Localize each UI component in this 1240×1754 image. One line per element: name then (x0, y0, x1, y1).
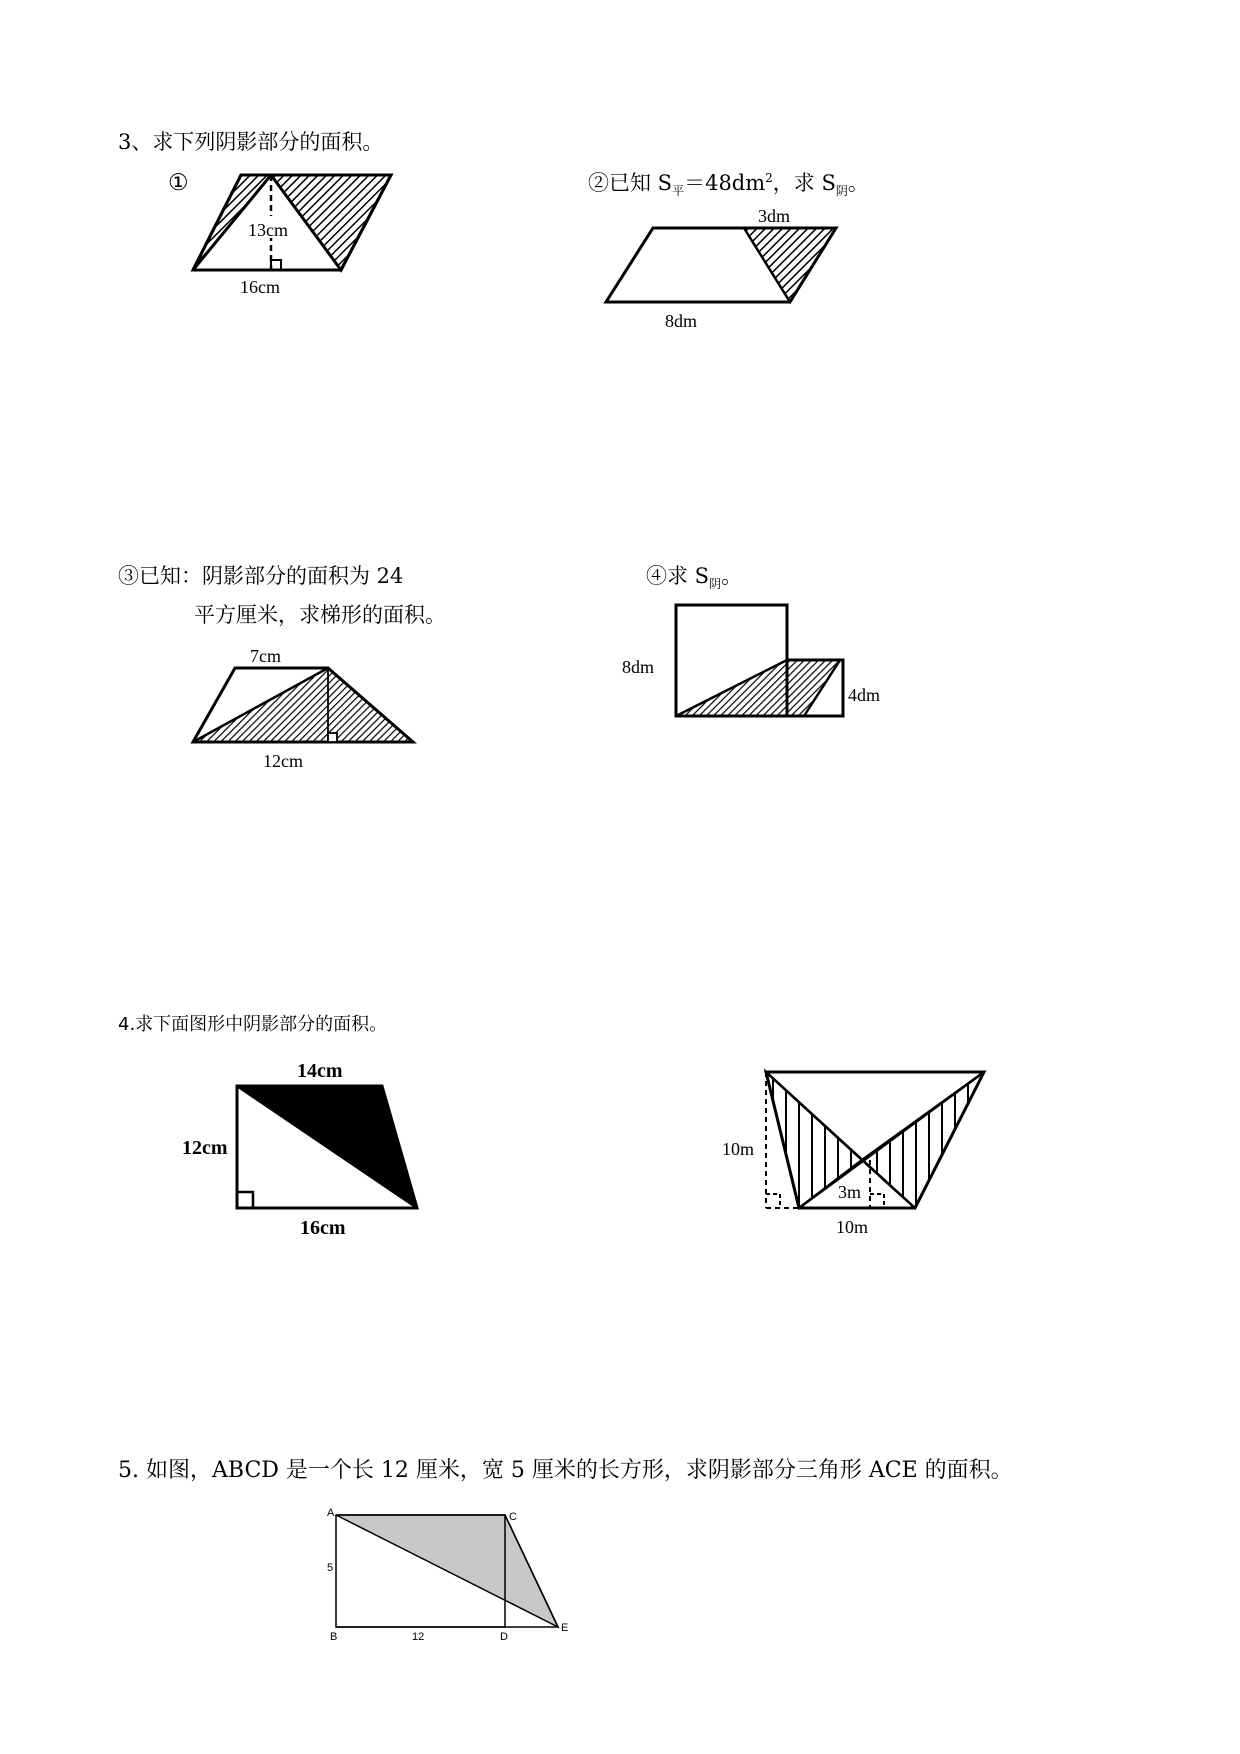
q3-p1-base-label: 16cm (240, 277, 280, 297)
q3-p2-eq: ＝48dm (684, 171, 766, 195)
q5-figure (320, 1505, 580, 1643)
q4-left-side-label: 12cm (182, 1137, 228, 1159)
q3-p2-text (588, 172, 869, 197)
q4-right-figure (720, 1060, 990, 1240)
q5-label-c: C (509, 1511, 517, 1523)
q3-p4-right-label: 4dm (848, 685, 881, 705)
q3-p2-shaded-triangle (744, 228, 836, 302)
q5-label-a: A (327, 1507, 335, 1519)
q3-p2-end: 。 (847, 171, 869, 195)
q3-p2-base-label: 8dm (665, 311, 698, 331)
q3-p2-mid: ，求 S (772, 171, 836, 195)
q3-p2-prefix: ②已知 S (588, 171, 673, 195)
q3-p4-end: 。 (721, 564, 743, 588)
q3-p2-figure (600, 205, 850, 335)
q4-right-side-label: 10m (722, 1139, 755, 1159)
q3-p4-prefix: ④求 S (646, 564, 710, 588)
q5-title: 5. 如图，ABCD 是一个长 12 厘米，宽 5 厘米的长方形，求阴影部分三角形 ACE 的面积。 (118, 1458, 1013, 1483)
q4-right-base-label: 10m (836, 1217, 869, 1237)
q4-title: 4.求下面图形中阴影部分的面积。 (118, 1014, 388, 1035)
q5-label-width: 5 (327, 1562, 334, 1574)
q4-right-shaded-right (862, 1072, 984, 1208)
q4-right-inner-label: 3m (838, 1182, 862, 1202)
q5-label-b: B (330, 1631, 338, 1643)
q3-p1-figure (180, 165, 410, 305)
q3-p4-left-label: 8dm (622, 657, 655, 677)
q3-p3-base-label: 12cm (263, 751, 303, 771)
q3-p3-line2: 平方厘米，求梯形的面积。 (194, 603, 446, 627)
q3-p3-figure (180, 640, 430, 780)
q3-title: 3、求下列阴影部分的面积。 (118, 130, 384, 154)
q3-p4-shaded-strip (676, 660, 840, 716)
q3-p3-top-label: 7cm (250, 646, 281, 666)
q3-p2-sub-yin: 阴 (835, 184, 848, 199)
q3-p1-marker: ① (168, 170, 189, 196)
q3-p3-line1: ③已知：阴影部分的面积为 24 (118, 564, 404, 588)
q3-p2-top-label: 3dm (758, 206, 791, 226)
q4-left-top-label: 14cm (297, 1060, 343, 1082)
q3-p2-sub-ping: 平 (672, 184, 685, 199)
q4-left-figure (170, 1050, 450, 1245)
q3-p4-text (646, 566, 742, 590)
q3-p4-figure (615, 595, 881, 725)
q5-label-e: E (561, 1622, 569, 1634)
q5-shaded-triangle (336, 1515, 558, 1627)
q4-left-base-label: 16cm (300, 1217, 346, 1239)
q3-p2-sup: 2 (765, 171, 773, 185)
q5-label-length: 12 (412, 1631, 425, 1643)
q3-p3-shaded-triangle (193, 668, 413, 742)
q3-p4-sub-yin: 阴 (709, 577, 722, 592)
q3-p1-height-label: 13cm (248, 220, 288, 240)
q5-label-d: D (500, 1631, 508, 1643)
